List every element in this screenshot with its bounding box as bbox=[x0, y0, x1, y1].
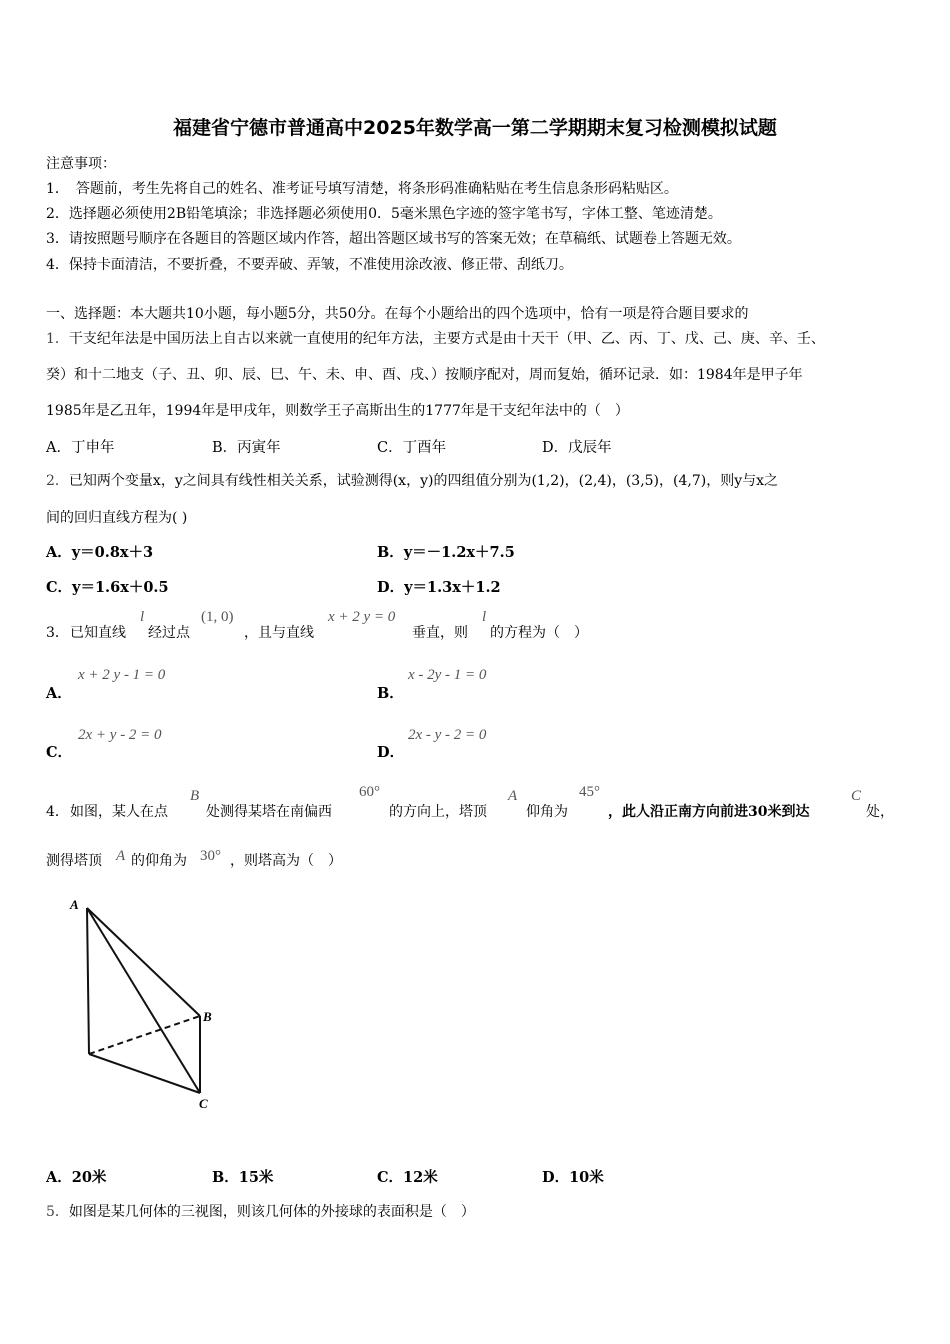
question-4-text-9: ，则塔高为（ ） bbox=[230, 853, 342, 869]
question-4-angle-30: 30° bbox=[200, 848, 221, 864]
question-1-line-1 bbox=[46, 328, 825, 348]
question-4-option-c[interactable]: C．12米 bbox=[377, 1169, 438, 1186]
question-3-option-b-letter[interactable]: B． bbox=[377, 685, 404, 702]
figure-label-a: A bbox=[70, 897, 79, 912]
question-3-text-5: 的方程为（ ） bbox=[490, 625, 588, 641]
question-4-option-a[interactable]: A．20米 bbox=[46, 1169, 107, 1186]
question-1-option-d[interactable]: D．戊辰年 bbox=[542, 440, 612, 456]
question-2-text-1: 已知两个变量x，y之间具有线性相关关系，试验测得(x，y)的四组值分别为(1,2)，(2,4)，(3,5)，(4,7)，则y与x之 bbox=[68, 473, 779, 489]
notice-heading: 注意事项： bbox=[46, 156, 116, 172]
question-2-line-2: 间的回归直线方程为( ) bbox=[46, 510, 188, 526]
question-2-option-a[interactable]: A．y＝0.8x＋3 bbox=[46, 544, 154, 561]
notice-item-4: 4．保持卡面清洁，不要折叠，不要弄破、弄皱，不准使用涂改液、修正带、刮纸刀。 bbox=[46, 257, 573, 273]
question-2-option-c[interactable]: C．y＝1.6x＋0.5 bbox=[46, 579, 169, 596]
question-4-angle-60: 60° bbox=[359, 784, 380, 800]
question-4-option-b[interactable]: B．15米 bbox=[212, 1169, 274, 1186]
question-3-option-c-letter[interactable]: C． bbox=[46, 744, 73, 761]
question-4-text-3: 的方向上，塔顶 bbox=[389, 804, 487, 820]
notice-item-1: 1． 答题前，考生先将自己的姓名、准考证号填写清楚，将条形码准确粘贴在考生信息条形码粘贴区。 bbox=[46, 181, 678, 197]
section-heading: 一、选择题：本大题共10小题，每小题5分，共50分。在每个小题给出的四个选项中，恰有一项是符合题目要求的 bbox=[46, 306, 749, 322]
question-5-line-1 bbox=[46, 1201, 475, 1221]
question-1-line-3: 1985年是乙丑年，1994年是甲戌年，则数学王子高斯出生的1777年是干支纪年法中的（ ） bbox=[46, 403, 629, 419]
question-4-figure bbox=[60, 890, 230, 1120]
question-4-option-d[interactable]: D．10米 bbox=[542, 1169, 604, 1186]
question-1-option-c[interactable]: C．丁酉年 bbox=[377, 440, 447, 456]
question-1-option-a[interactable]: A．丁申年 bbox=[46, 440, 115, 456]
question-1-number: 1． bbox=[46, 331, 69, 347]
question-1-line-2: 癸）和十二地支（子、丑、卯、辰、巳、午、未、申、酉、戌、）按顺序配对，周而复始，循环记录．如：1984年是甲子年 bbox=[46, 367, 803, 383]
figure-edge-base-c bbox=[89, 1054, 200, 1093]
question-3-line-l: l bbox=[140, 609, 145, 625]
question-3-point: (1, 0) bbox=[201, 609, 234, 625]
question-4-text-5: ，此人沿正南方向前进30米到达 bbox=[608, 804, 810, 820]
page-title: 福建省宁德市普通高中2025年数学高一第二学期期末复习检测模拟试题 bbox=[173, 117, 777, 139]
question-4-point-b: B bbox=[190, 788, 200, 804]
question-2-option-b[interactable]: B．y＝－1.2x＋7.5 bbox=[377, 544, 515, 561]
question-5-text: 如图是某几何体的三视图，则该几何体的外接球的表面积是（ ） bbox=[68, 1204, 475, 1220]
question-4-point-c: C bbox=[851, 788, 862, 804]
question-3-text-4: 垂直，则 bbox=[412, 625, 468, 641]
question-3-option-d[interactable]: 2x - y - 2 = 0 bbox=[408, 727, 487, 743]
question-3-text-3: ，且与直线 bbox=[244, 625, 314, 641]
figure-edge-tower bbox=[87, 908, 89, 1054]
question-4-text-7: 测得塔顶 bbox=[46, 853, 102, 869]
question-4-text-2: 处测得某塔在南偏西 bbox=[206, 804, 332, 820]
question-5-number: 5． bbox=[46, 1204, 69, 1220]
notice-item-3: 3．请按照题号顺序在各题目的答题区域内作答，超出答题区域书写的答案无效；在草稿纸、试题卷上答题无效。 bbox=[46, 231, 741, 247]
question-4-text-8: 的仰角为 bbox=[131, 853, 187, 869]
question-3-text-1: 已知直线 bbox=[70, 625, 126, 641]
question-2-number: 2． bbox=[46, 473, 69, 489]
question-3-option-a[interactable]: x + 2 y - 1 = 0 bbox=[78, 667, 166, 683]
question-4-text-4: 仰角为 bbox=[526, 804, 568, 820]
question-3-option-c[interactable]: 2x + y - 2 = 0 bbox=[78, 727, 162, 743]
figure-label-b: B bbox=[203, 1009, 212, 1024]
question-1-text-1: 干支纪年法是中国历法上自古以来就一直使用的纪年方法，主要方式是由十天干（甲、乙、丙、丁、戊、己、庚、辛、壬、 bbox=[68, 331, 825, 347]
question-1-option-b[interactable]: B．丙寅年 bbox=[212, 440, 281, 456]
question-2-line-1 bbox=[46, 470, 778, 490]
figure-label-c: C bbox=[199, 1096, 208, 1111]
question-3-option-b[interactable]: x - 2y - 1 = 0 bbox=[408, 667, 487, 683]
question-3-option-d-letter[interactable]: D． bbox=[377, 744, 405, 761]
question-4-text-6: 处， bbox=[866, 804, 894, 820]
question-2-option-d[interactable]: D．y＝1.3x＋1.2 bbox=[377, 579, 501, 596]
question-4-number: 4． bbox=[46, 804, 69, 820]
question-4-angle-45: 45° bbox=[579, 784, 600, 800]
question-3-line-l-2: l bbox=[482, 609, 487, 625]
question-4-text-1: 如图，某人在点 bbox=[70, 804, 168, 820]
question-3-number: 3． bbox=[46, 625, 69, 641]
question-3-text-2: 经过点 bbox=[148, 625, 190, 641]
question-3-line-equation: x + 2 y = 0 bbox=[328, 609, 396, 625]
question-4-point-a: A bbox=[508, 788, 518, 804]
question-3-option-a-letter[interactable]: A． bbox=[46, 685, 72, 702]
figure-edge-base-b bbox=[89, 1016, 200, 1054]
notice-item-2: 2．选择题必须使用2B铅笔填涂；非选择题必须使用0．5毫米黑色字迹的签字笔书写，字体工整、笔迹清楚。 bbox=[46, 206, 722, 222]
question-4-point-a-2: A bbox=[116, 848, 126, 864]
